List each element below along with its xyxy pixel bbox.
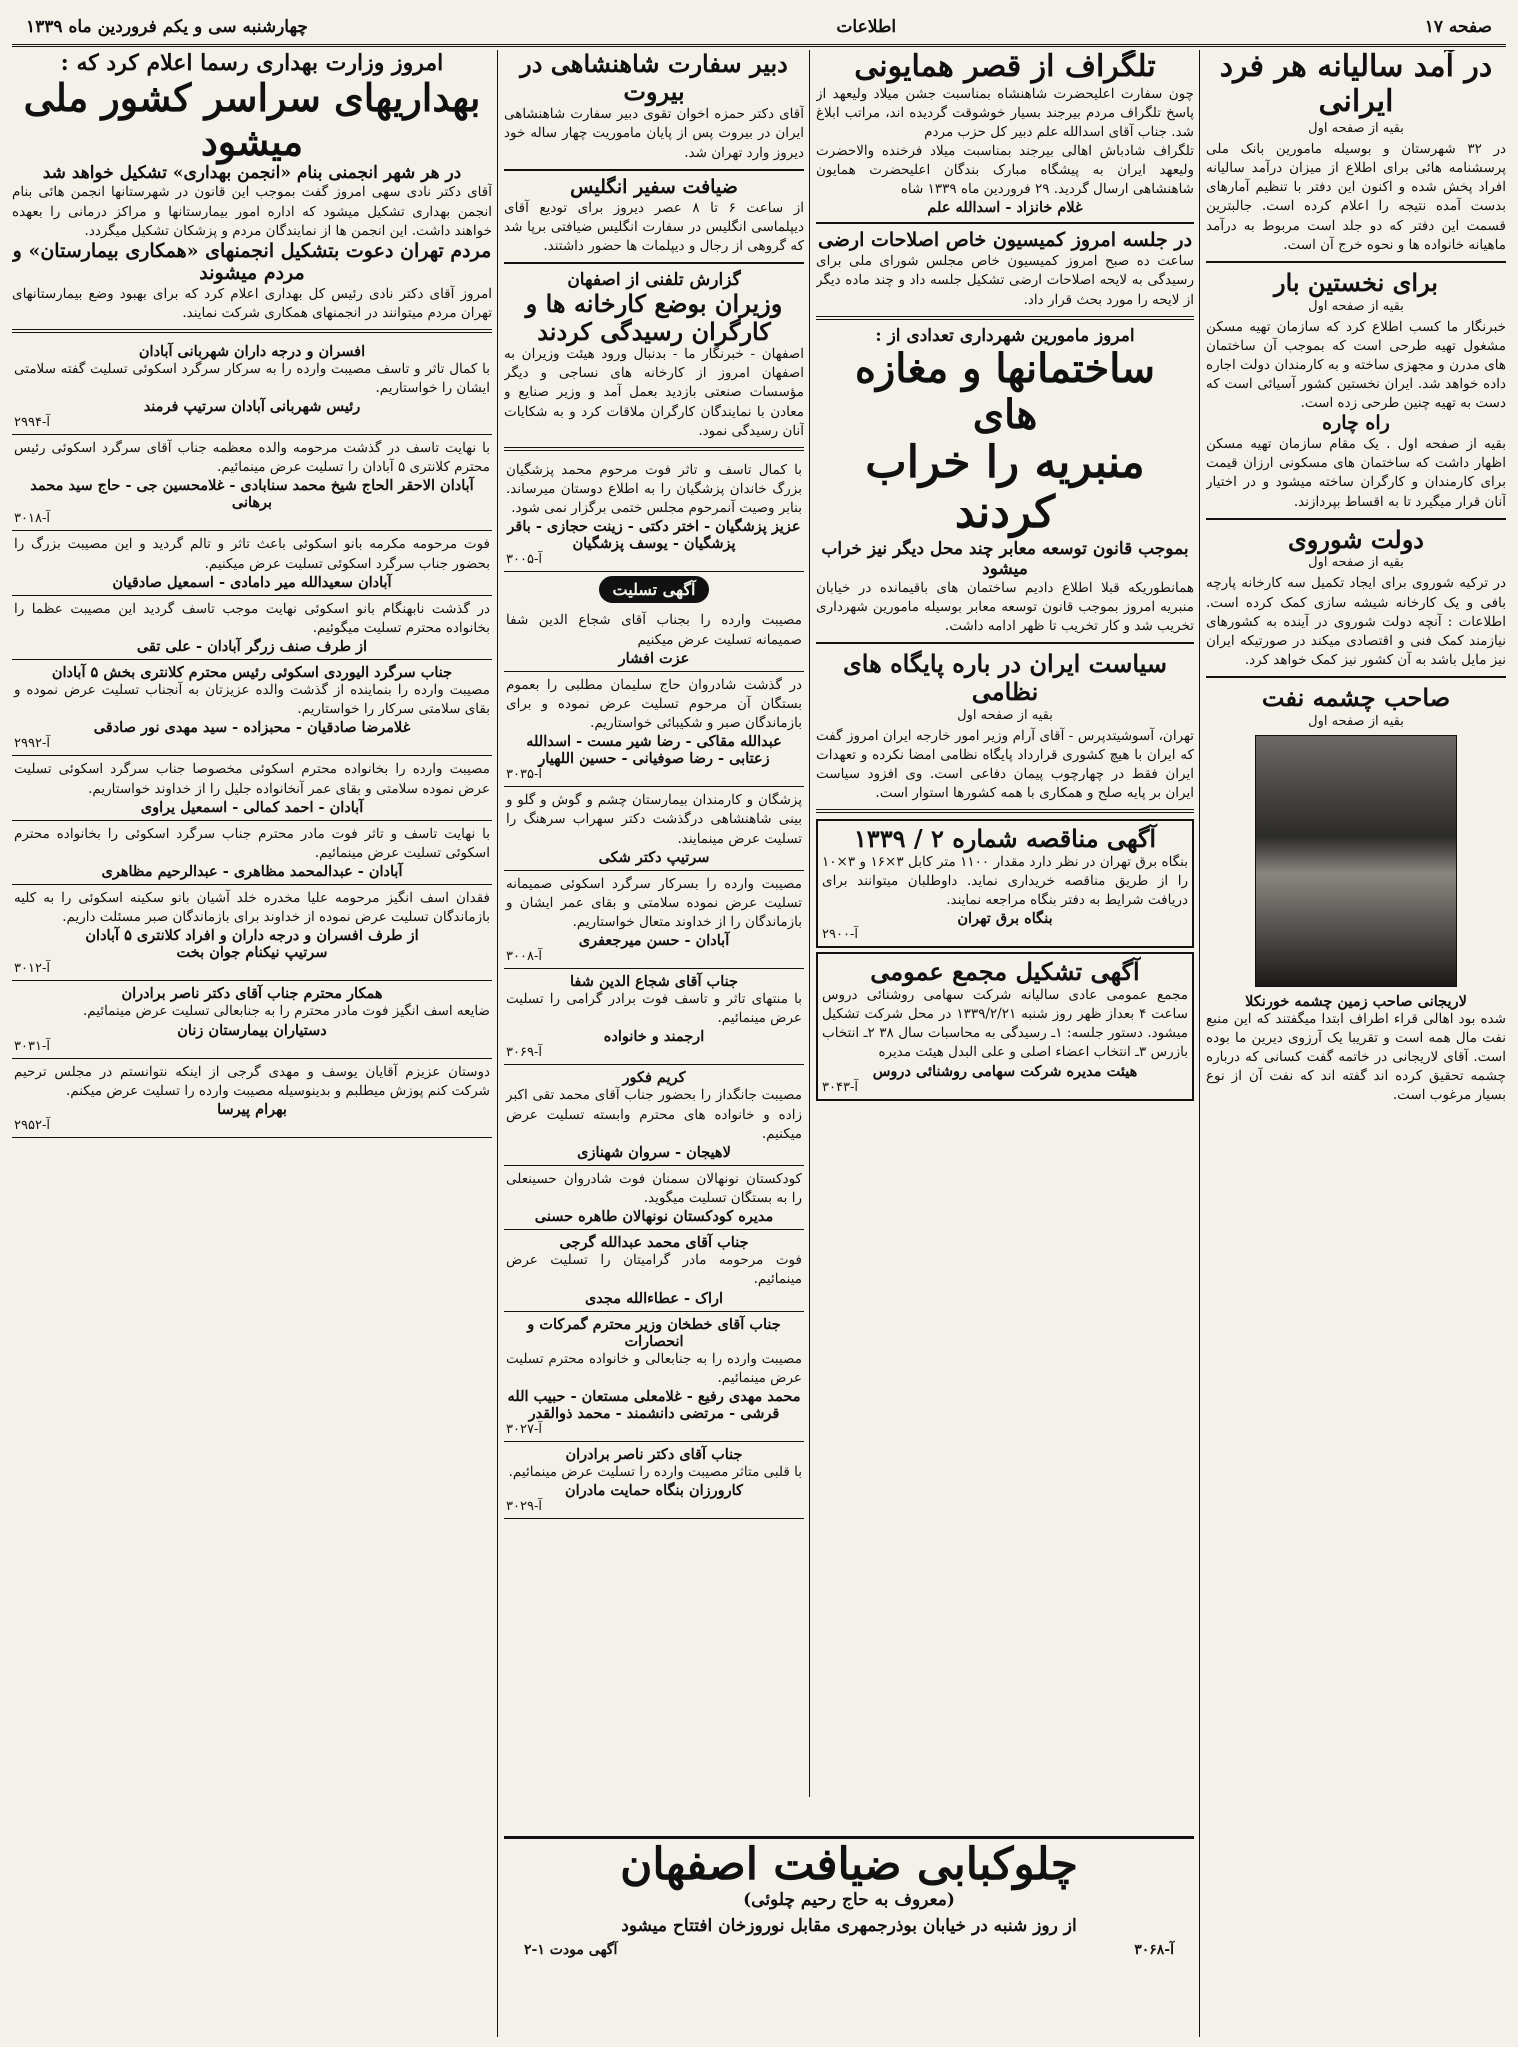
condolence-notice	[504, 1166, 804, 1230]
tender-ad-code: آ-۲۹۰۰	[822, 927, 858, 943]
condolence-notice	[504, 787, 804, 870]
condolence-notice	[504, 607, 804, 671]
notice-signature: عزیز پزشگیان - اختر دکتی - زینت حجازی - باقر پزشگیان - یوسف پزشگیان	[507, 518, 801, 553]
notice-signature: محمد مهدی رفیع - غلامعلی مستعان - حبیب الله قرشی - مرتضی دانشمند - محمد ذوالقدر	[507, 1387, 801, 1422]
notice-text: مصیبت جانگداز را بحضور جناب آقای محمد تقی اکبر زاده و خانواده های محترم وابسته تسلیت عرض میکنیم.	[506, 1087, 802, 1142]
notice-text: فوت مرحومه مکرمه بانو اسکوئی باعث تاثر و تالم گردید و این مصیبت بزرگ را بحضور جناب سرگرد اسکوئی تسلیت عرض میکنیم.	[14, 536, 490, 572]
masthead	[12, 10, 1506, 47]
embassy-text: آقای دکتر حمزه اخوان تقوی دبیر سفارت شاهنشاهی ایران در بیروت پس از پایان ماموریت چهار ساله خود دیروز وارد تهران شد.	[504, 106, 804, 161]
subhead-widening: بموجب قانون توسعه معابر چند محل دیگر نیز خراب میشود	[821, 538, 1189, 579]
notice-signature: اراک - عطاءالله مجدی	[584, 1289, 724, 1307]
notice-title: جناب آقای خطخان وزیر محترم گمرکات و انحصارات	[527, 1315, 781, 1350]
paper-name: اطلاعات	[836, 17, 897, 37]
notice-text: مصیبت وارده را بنماینده از گذشت والده عزیزتان به آنجناب تسلیت عرض نموده و بقای سلامتی سرکار را خواستاریم.	[14, 682, 490, 718]
notice-text: دوستان عزیزم آقایان یوسف و مهدی گرجی از اینکه نتوانستم در مجلس ترحیم شرکت کنم پوزش میطلبم و بدینوسیله مصیبت وارده را تسلیت عرض میکنم.	[14, 1063, 490, 1099]
notice-text: مصیبت وارده را بسرکار سرگرد اسکوئی صمیمانه تسلیت عرض نموده سلامتی و بقای عمر ایشان و بازماندگان را از خداوند متعال خواستاریم.	[506, 875, 802, 930]
notice-signature: آبادان - حسن میرجعفری	[578, 932, 730, 950]
notice-signature: آبادان سعیدالله میر دامادی - اسمعیل صادقیان	[112, 573, 392, 591]
notice-text: در گذشت نابهنگام بانو اسکوئی نهایت موجب تاسف گردید این مصیبت عظما را بخانواده محترم تسلیت میگوئیم.	[14, 600, 490, 636]
subhead-solution: راه چاره	[1322, 412, 1390, 435]
tender-ad-text: بنگاه برق تهران در نظر دارد مقدار ۱۱۰۰ متر کابل ۳×۱۶ و ۳×۱۰ را از طریق مناقصه خریداری نماید. داوطلبان میتوانند برای دریافت شرایط به دفتر بنگاه مراجعه نمایند.	[822, 853, 1188, 909]
condolence-notice	[12, 821, 492, 885]
restaurant-ad-title: چلوکبابی ضیافت اصفهان	[620, 1839, 1078, 1890]
condolence-notice	[12, 981, 492, 1058]
notice-text: مصیبت وارده را به جنابعالی و خانواده محترم تسلیت عرض مینمائیم.	[506, 1350, 802, 1386]
condolence-notice	[504, 1312, 804, 1442]
notice-signature: مدیره کودکستان نونهالان طاهره حسنی	[534, 1208, 774, 1226]
notice-title: جناب آقای دکتر ناصر برادران	[565, 1445, 743, 1463]
headline-buildings: ساختمانها و مغازه های	[855, 344, 1155, 438]
kicker-health-ministry: امروز وزارت بهداری رسما اعلام کرد که :	[60, 50, 444, 76]
kicker-isfahan: گزارش تلفنی از اصفهان	[567, 269, 741, 290]
continued-note: بقیه از صفحه اول	[957, 707, 1053, 723]
portrait-photo	[1255, 735, 1457, 987]
headline-military-bases: سیاست ایران در باره پایگاه های نظامی	[843, 649, 1167, 706]
condolence-notice	[12, 660, 492, 756]
tender-ad	[816, 819, 1194, 948]
military-bases-text: تهران، آسوشیتدپرس - آقای آرام وزیر امور خارجه ایران امروز گفت که ایران با هیچ کشوری قرارداد پایگاه نظامی امضا نکرده و تعهدات ایران فقط در چهارچوب پیمان دفاعی است. وی افزود سیاست ایران بر پایه صلح و همکاری با همه کشورها استوار است.	[816, 727, 1194, 802]
article-solution-text: بقیه از صفحه اول . یک مقام سازمان تهیه مسکن اظهار داشت که ساختمان های مسکونی ارزان قیمت برای کارمندان و کارگران ساخته میشود و در اختیار آنان قرار میگیرد تا به اقساط بپردازند.	[1206, 436, 1506, 510]
notice-text: با کمال تاثر و تاسف مصیبت وارده را به سرکار سرگرد اسکوئی تسلیت گفته سلامتی ایشان را خواستاریم.	[14, 360, 490, 396]
notice-signature: آبادان - احمد کمالی - اسمعیل یراوی	[140, 798, 364, 816]
continued-note: بقیه از صفحه اول	[1308, 121, 1404, 136]
condolence-notice	[504, 1065, 804, 1165]
notice-code: آ-۳۰۳۱	[14, 1038, 50, 1054]
notice-signature: آبادان الاحقر الحاج شیخ محمد سنابادی - غلامحسین جی - حاج سید محمد برهانی	[30, 477, 474, 512]
notice-text: فقدان اسف انگیز مرحومه علیا مخدره خلد آشیان بانو سکینه اسکوئی را به کلیه بازماندگان تسلیت عرض نموده از خداوند برای بازماندگان صبر مسئلت داریم.	[14, 890, 490, 926]
subhead-health-association: در هر شهر انجمنی بنام «انجمن بهداری» تشکیل خواهد شد	[42, 163, 462, 184]
restaurant-ad-text: از روز شنبه در خیابان بوذرجمهری مقابل نوروزخان افتتاح میشود	[621, 1916, 1077, 1936]
notice-text: با قلبی متاثر مصیبت وارده را تسلیت عرض مینمائیم.	[508, 1463, 802, 1480]
headline-ministers: وزیران بوضع کارخانه ها و کارگران رسیدگی کردند	[525, 288, 783, 346]
headline-demolished: منبریه را خراب کردند	[865, 436, 1145, 539]
notice-text: فوت مرحومه مادر گرامیتان را تسلیت عرض مینمائیم.	[506, 1252, 802, 1288]
notice-signature: سرتیپ نیکنام جوان بخت	[176, 944, 328, 962]
notice-signature: سرتیپ دکتر شکی	[598, 848, 710, 866]
notice-text: کودکستان نونهالان سمنان فوت شادروان حسینعلی را به بستگان تسلیت میگوید.	[506, 1170, 802, 1207]
subhead-hospital-cooperation: مردم تهران دعوت بتشکیل انجمنهای «همکاری بیمارستان» و مردم میشوند	[12, 239, 492, 284]
notice-code: آ-۲۹۹۴	[14, 415, 50, 431]
headline-oil-owner: صاحب چشمه نفت	[1261, 683, 1451, 713]
notice-title: جناب سرگرد الیوردی اسکوئی رئیس محترم کلانتری بخش ۵ آبادان	[51, 664, 453, 682]
hospital-cooperation-text: امروز آقای دکتر نادی رئیس کل بهداری اعلام کرد که برای بهبود وضع بیمارستانهای تهران مردم میتوانند در انجمنهای همکاری شرکت نمایند.	[12, 285, 492, 321]
kicker-municipality: امروز مامورین شهرداری تعدادی از :	[875, 325, 1135, 346]
condolence-notice	[12, 435, 492, 531]
restaurant-ad	[504, 1836, 1194, 2039]
headline-soviet: دولت شوروی	[1288, 524, 1424, 554]
article-housing-text: خبرنگار ما کسب اطلاع کرد که سازمان تهیه مسکن مشغول تهیه طرحی است که بموجب آن ساختمان های مدرن و مجهزی ساخته و به کارمندان دولت اجاره داده خواهد شد. ایران نخستین کشور آسیائی است که دست به تهیه چنین طرحی زده است.	[1206, 318, 1506, 412]
headline-land-reform: در جلسه امروز کمیسیون خاص اصلاحات ارضی	[817, 229, 1193, 252]
continued-note: بقیه از صفحه اول	[1308, 713, 1404, 729]
notice-text: ضایعه اسف انگیز فوت مادر محترم را به جنابعالی تسلیت عرض مینمائیم.	[82, 1003, 490, 1020]
column-rule	[1199, 50, 1200, 2037]
notice-code: آ-۲۹۹۲	[14, 736, 50, 752]
column-left	[12, 50, 492, 2037]
column-center-right	[816, 50, 1194, 1830]
article-oil-text: شده بود اهالی قراء اطراف ابتدا میگفتند که این منبع نفت مال همه است و تقریبا یک آرزوی دیرین ما بوده است. آقای لاریجانی در خاتمه گفت کسانی که درباره چشمه تحقیق کرده اند گفته اند که نفت آن از نوع بسیار مرغوب است.	[1206, 1010, 1506, 1104]
condolence-notice	[504, 457, 804, 572]
headline-ambassador-party: ضیافت سفیر انگلیس	[570, 175, 738, 198]
issue-date: چهارشنبه سی و یکم فروردین ماه ۱۳۳۹	[26, 17, 308, 37]
notice-signature: کارورزان بنگاه حمایت مادران	[565, 1482, 743, 1499]
health-text: آقای دکتر نادی سهی امروز گفت بموجب این قانون در شهرستانها انجمن هائی بنام انجمن بهداری تشکیل میشود که اداره امور بیمارستانها و مراکز درمانی را بعهده خواهند داشت. این انجمن ها از نمایندگان مردم و پزشکان تشکیل میگردد.	[12, 184, 492, 239]
continued-note: بقیه از صفحه اول	[1308, 555, 1404, 571]
ministers-text: اصفهان - خبرنگار ما - بدنبال ورود هیئت وزیران به اصفهان امروز از کارخانه های نساجی و دیگر مؤسسات صنعتی بازدید بعمل آمد و وزیر صنایع و معادن با نمایندگان کارگران ملاقات کرد و به شکایات آنان رسیدگی نمود.	[504, 346, 804, 439]
notice-title: جناب آقای شجاع الدین شفا	[570, 973, 738, 991]
condolence-notice	[12, 596, 492, 660]
notice-title: جناب آقای محمد عبدالله گرجی	[559, 1234, 749, 1252]
condolence-badge: آگهی تسلیت	[599, 576, 710, 603]
tender-ad-title: آگهی مناقصه شماره ۲ / ۱۳۳۹	[853, 824, 1157, 854]
restaurant-ad-code: آ-۳۰۶۸	[1134, 1942, 1174, 1958]
notice-signature: بهرام پیرسا	[217, 1100, 287, 1118]
condolence-notice	[12, 339, 492, 435]
column-rule	[497, 50, 498, 2037]
notice-signature: رئیس شهربانی آبادان سرتیپ فرمند	[143, 398, 361, 416]
notice-text: با کمال تاسف و تاثر فوت مرحوم محمد پزشگیان بزرگ خاندان پزشگیان را به اطلاع دوستان میرساند. بنابر وصیت آنمرحوم مجلس ختمی برگزار نمی شود.	[506, 461, 802, 517]
article-income-text: در ۳۲ شهرستان و بوسیله مامورین بانک ملی پرسشنامه هائی برای اطلاع از میزان درآمد سالیانه افراد پخش شده و اکنون این دفتر با تنظیم آمارهای بدست آمده نتیجه را اعلام کرده است. جالبترین قسمت این دفتر که دو جلد است مربوط به درآمد ماهیانه خانواده ها و نحوه خرج آن است.	[1206, 141, 1506, 253]
restaurant-ad-code-2: آگهی مودت ۱-۲	[524, 1942, 618, 1958]
notice-title: همکار محترم جناب آقای دکتر ناصر برادران	[121, 985, 383, 1003]
notice-signature: لاهیجان - سروان شهنازی	[577, 1143, 731, 1161]
telegram-text: چون سفارت اعلیحضرت شاهنشاه بمناسبت جشن میلاد ولیعهد از پاسخ تلگراف مردم بیرجند بسیار خوشوقت گردیده اند، مراتب ابلاغ شد. جناب آقای اسدالله علم دبیر کل حزب مردم	[816, 85, 1194, 140]
page-number: صفحه ۱۷	[1424, 17, 1492, 37]
notice-code: آ-۳۰۱۸	[14, 511, 50, 527]
condolence-notice	[12, 885, 492, 981]
column-rule	[809, 50, 810, 1797]
column-center-left	[504, 50, 804, 1830]
notice-text: با نهایت تاسف در گذشت مرحومه والده معظمه جناب آقای سرگرد اسکوئی رئیس محترم کلانتری ۵ آبادان را تسلیت عرض مینمائیم.	[14, 440, 490, 476]
continued-note: بقیه از صفحه اول	[1308, 298, 1404, 314]
column-right	[1206, 50, 1506, 2037]
notice-title: کریم فکور	[622, 1069, 686, 1087]
telegram-signature: غلام خانزاد - اسدالله علم	[927, 199, 1083, 217]
condolence-notice	[504, 672, 804, 787]
notice-signature: آبادان - عبدالمحمد مظاهری - عبدالرحیم مظاهری	[101, 863, 403, 881]
ambassador-text: از ساعت ۶ تا ۸ عصر دیروز برای تودیع آقای دیپلماسی انگلیس در سفارت انگلیس ضیافتی برپا شد که گروهی از رجال و دیپلمات ها حضور داشتند.	[504, 199, 804, 254]
notice-title: افسران و درجه داران شهربانی آبادان	[138, 342, 366, 360]
notice-code: آ-۲۹۵۲	[14, 1117, 50, 1133]
demolition-text: همانطوریکه قبلا اطلاع دادیم ساختمان های باقیمانده در خیابان منبریه امروز بموجب قانون توسعه معابر بوسیله مامورین شهرداری تخریب شد و کار تخریب تا ظهر ادامه داشت.	[816, 579, 1194, 635]
notice-signature: عبدالله مقاکی - رضا شیر مست - اسدالله زعتابی - رضا صوفیانی - حسین اللهیار	[526, 733, 782, 768]
notice-text: در گذشت شادروان حاج سلیمان مطلبی را بعموم بستگان آن مرحوم تسلیت عرض نموده و برای بازماندگان صبر و شکیبائی خواستاریم.	[506, 676, 802, 732]
condolence-notice	[12, 1059, 492, 1138]
assembly-ad-title: آگهی تشکیل مجمع عمومی	[870, 957, 1140, 987]
condolence-notice	[504, 969, 804, 1065]
assembly-ad	[816, 952, 1194, 1100]
condolence-notice	[12, 531, 492, 595]
notice-code: آ-۳۰۲۹	[506, 1499, 542, 1514]
notice-code: آ-۳۰۳۵	[506, 767, 542, 783]
telegram-text-2: تلگراف شادباش اهالی بیرجند بمناسبت میلاد فرخنده والاحضرت ولیعهد ایران به پیشگاه مبارک بندگان اعلیحضرت همایون شاهنشاهی ارسال گردید. ۲۹ فروردین ماه ۱۳۳۹ شاه	[816, 142, 1194, 198]
notice-text: با منتهای تاثر و تاسف فوت برادر گرامی را تسلیت عرض مینمائیم.	[506, 991, 802, 1027]
notice-text: مصیبت وارده را بخانواده محترم اسکوئی مخصوصا جناب سرگرد اسکوئی تسلیت عرض نموده سلامتی و بقای عمر آنخانواده جلیل را از خداوند خواستاریم.	[14, 761, 490, 797]
headline-health-national: بهداریهای سراسر کشور ملی میشود	[23, 75, 481, 164]
assembly-ad-text: مجمع عمومی عادی سالیانه شرکت سهامی روشنائی دروس ساعت ۴ بعداز ظهر روز شنبه ۱۳۳۹/۲/۲۱ در محل شرکت تشکیل میشود. دستور جلسه: ۱ـ رسیدگی به محاسبات سال ۳۸ ۲ـ انتخاب بازرس ۳ـ انتخاب اعضاء اصلی و علی البدل هیئت مدیره	[822, 986, 1188, 1061]
newspaper-page	[12, 10, 1506, 2037]
notice-signature: غلامرضا صادقیان - محبزاده - سید مهدی نور صادقی	[93, 719, 411, 737]
notice-code: آ-۳۰۰۵	[506, 552, 542, 568]
headline-embassy: دبیر سفارت شاهنشاهی در بیروت	[520, 50, 788, 106]
article-soviet-text: در ترکیه شوروی برای ایجاد تکمیل سه کارخانه پارچه بافی و یک کارخانه شیشه سازی کمک کرده است. اطلاعات : آنچه دولت شوروی در آینده به کشورهای نیازمند کمک فنی و اقتصادی میکند در صورتیکه ایران نیز مایل باشد به آن کشور نیز کمک خواهد کرد.	[1206, 575, 1506, 668]
land-reform-text: ساعت ده صبح امروز کمیسیون خاص مجلس شورای ملی برای رسیدگی به لایحه اصلاحات ارضی تشکیل جلسه داد و چند ماده دیگر از لایحه را مورد بحث قرار داد.	[816, 253, 1194, 308]
notice-signature: دستیاران بیمارستان زنان	[177, 1021, 327, 1039]
condolence-notice	[504, 871, 804, 969]
notice-signature: عزت افشار	[618, 649, 690, 667]
notice-signature: از طرف صنف زرگر آبادان - علی تقی	[136, 638, 368, 656]
notice-signature: از طرف افسران و درجه داران و افراد کلانتری ۵ آبادان	[85, 927, 419, 945]
headline-income: در آمد سالیانه هر فرد ایرانی	[1219, 50, 1493, 119]
condolence-notice	[504, 1442, 804, 1519]
condolence-notice	[504, 1230, 804, 1311]
notice-code: آ-۳۰۰۸	[506, 949, 542, 965]
notice-text: مصیبت وارده را بجناب آقای شجاع الدین شفا صمیمانه تسلیت عرض میکنیم	[506, 612, 802, 648]
notice-code: آ-۳۰۶۹	[506, 1045, 542, 1061]
tender-ad-signature: بنگاه برق تهران	[957, 910, 1053, 928]
photo-caption: لاریجانی صاحب زمین چشمه خورنکلا	[1245, 992, 1467, 1010]
notice-text: پزشگان و کارمندان بیمارستان چشم و گوش و گلو و بینی شاهنشاهی درگذشت دکتر سهراب سرهنگ را تسلیت عرض مینمایند.	[506, 792, 802, 847]
notice-signature: ارجمند و خانواده	[603, 1028, 705, 1046]
headline-telegram: تلگراف از قصر همایونی	[854, 50, 1156, 84]
headline-first-time: برای نخستین بار	[1273, 267, 1438, 297]
assembly-ad-signature: هیئت مدیره شرکت سهامی روشنائی دروس	[872, 1062, 1138, 1080]
notice-code: آ-۳۰۲۷	[506, 1421, 542, 1437]
notice-text: با نهایت تاسف و تاثر فوت مادر محترم جناب سرگرد اسکوئی را بخانواده محترم اسکوئی تسلیت عرض مینمائیم.	[14, 825, 490, 861]
condolence-notice	[12, 756, 492, 820]
restaurant-ad-subtitle: (معروف به حاج رحیم چلوئی)	[743, 1890, 955, 1910]
assembly-ad-code: آ-۳۰۴۳	[822, 1079, 858, 1095]
notice-code: آ-۳۰۱۲	[14, 961, 50, 977]
